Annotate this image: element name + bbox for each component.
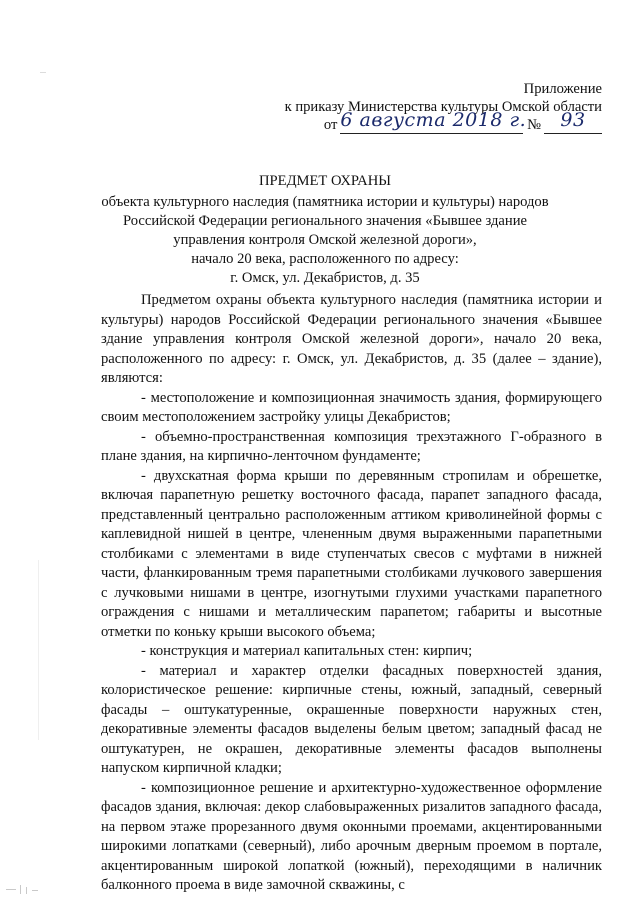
title-line: объекта культурного наследия (памятника истории и культуры) народов [101, 194, 549, 210]
list-item: - двухскатная форма крыши по деревянным стропилам и обрешетке, включая парапетную решетку восточного фасада, парапет западного фасада, представленный центрально расположенным аттиком криволинейной формы с каплевидной нишей в центре, члененным двумя выраженными парапетными столбиками с элементами в виде ступенчатых свесов с муфтами в нижней части, фланкированным тремя парапетными столбиками лучкового завершения с лучковыми нишами в центре, изогнутыми глухими участками парапетного ограждения с нишами и металлическим парапетом; габариты и высотные отметки по коньку крыши высокого объема; [101, 467, 602, 640]
handwritten-number: 93 [560, 109, 586, 131]
appendix-label: Приложение [523, 81, 602, 97]
title-line: начало 20 века, расположенного по адресу: [191, 251, 459, 267]
scan-edge [38, 560, 39, 740]
appendix-date-line [285, 109, 602, 134]
handwritten-date: 6 августа 2018 г. [340, 109, 527, 131]
date-field [340, 109, 527, 134]
title-heading: ПРЕДМЕТ ОХРАНЫ [259, 173, 391, 189]
title-line: г. Омск, ул. Декабристов, д. 35 [230, 270, 420, 286]
document-body [101, 291, 602, 896]
list-item: - объемно-пространственная композиция трехэтажного Г-образного в плане здания, на кирпично-ленточном фундаменте; [101, 428, 602, 464]
list-item: - конструкция и материал капитальных стен: кирпич; [141, 643, 473, 659]
appendix-order: к приказу Министерства культуры Омской области [284, 99, 602, 115]
list-item: - местоположение и композиционная значимость здания, формирующего своим местоположением застройку улицы Декабристов; [101, 389, 602, 425]
number-prefix: № [527, 117, 541, 133]
list-item: - материал и характер отделки фасадных поверхностей здания, колористическое решение: кирпичные стены, южный, западный, северный фасады – оштукатуренные, окрашенные поверхности наружных стен, декоративные элементы фасадов выделены белым цветом; западный фасад не оштукатурен, не окрашен, декоративные элементы фасадов выполнены напуском кирпичной кладки; [101, 662, 602, 776]
list-item: - композиционное решение и архитектурно-художественное оформление фасадов здания, включая: декор слабовыраженных ризалитов западного фасада, на первом этаже прорезанного двумя оконными проемами, акцентированными широкими лопатками (северный), либо арочным дверным проемом в портале, акцентированным широкой лопаткой (южный), переходящими в наличник балконного проема в виде замочной скважины, с [101, 779, 602, 893]
document-title [60, 172, 590, 288]
title-line: Российской Федерации регионального значения «Бывшее здание [122, 213, 527, 229]
date-prefix: от [323, 117, 338, 133]
scan-mark [40, 72, 46, 73]
intro-paragraph: Предметом охраны объекта культурного наследия (памятника истории и культуры) народов Российской Федерации регионального значения «Бывшее здание управления контроля Омской железной дороги», начало 20 века, расположенного по адресу: г. Омск, ул. Декабристов, д. 35 (далее – здание), являются: [101, 292, 602, 386]
appendix-block [285, 80, 602, 134]
number-field [544, 109, 602, 134]
title-line: управления контроля Омской железной дороги», [173, 232, 477, 248]
scan-artifact [6, 881, 42, 897]
